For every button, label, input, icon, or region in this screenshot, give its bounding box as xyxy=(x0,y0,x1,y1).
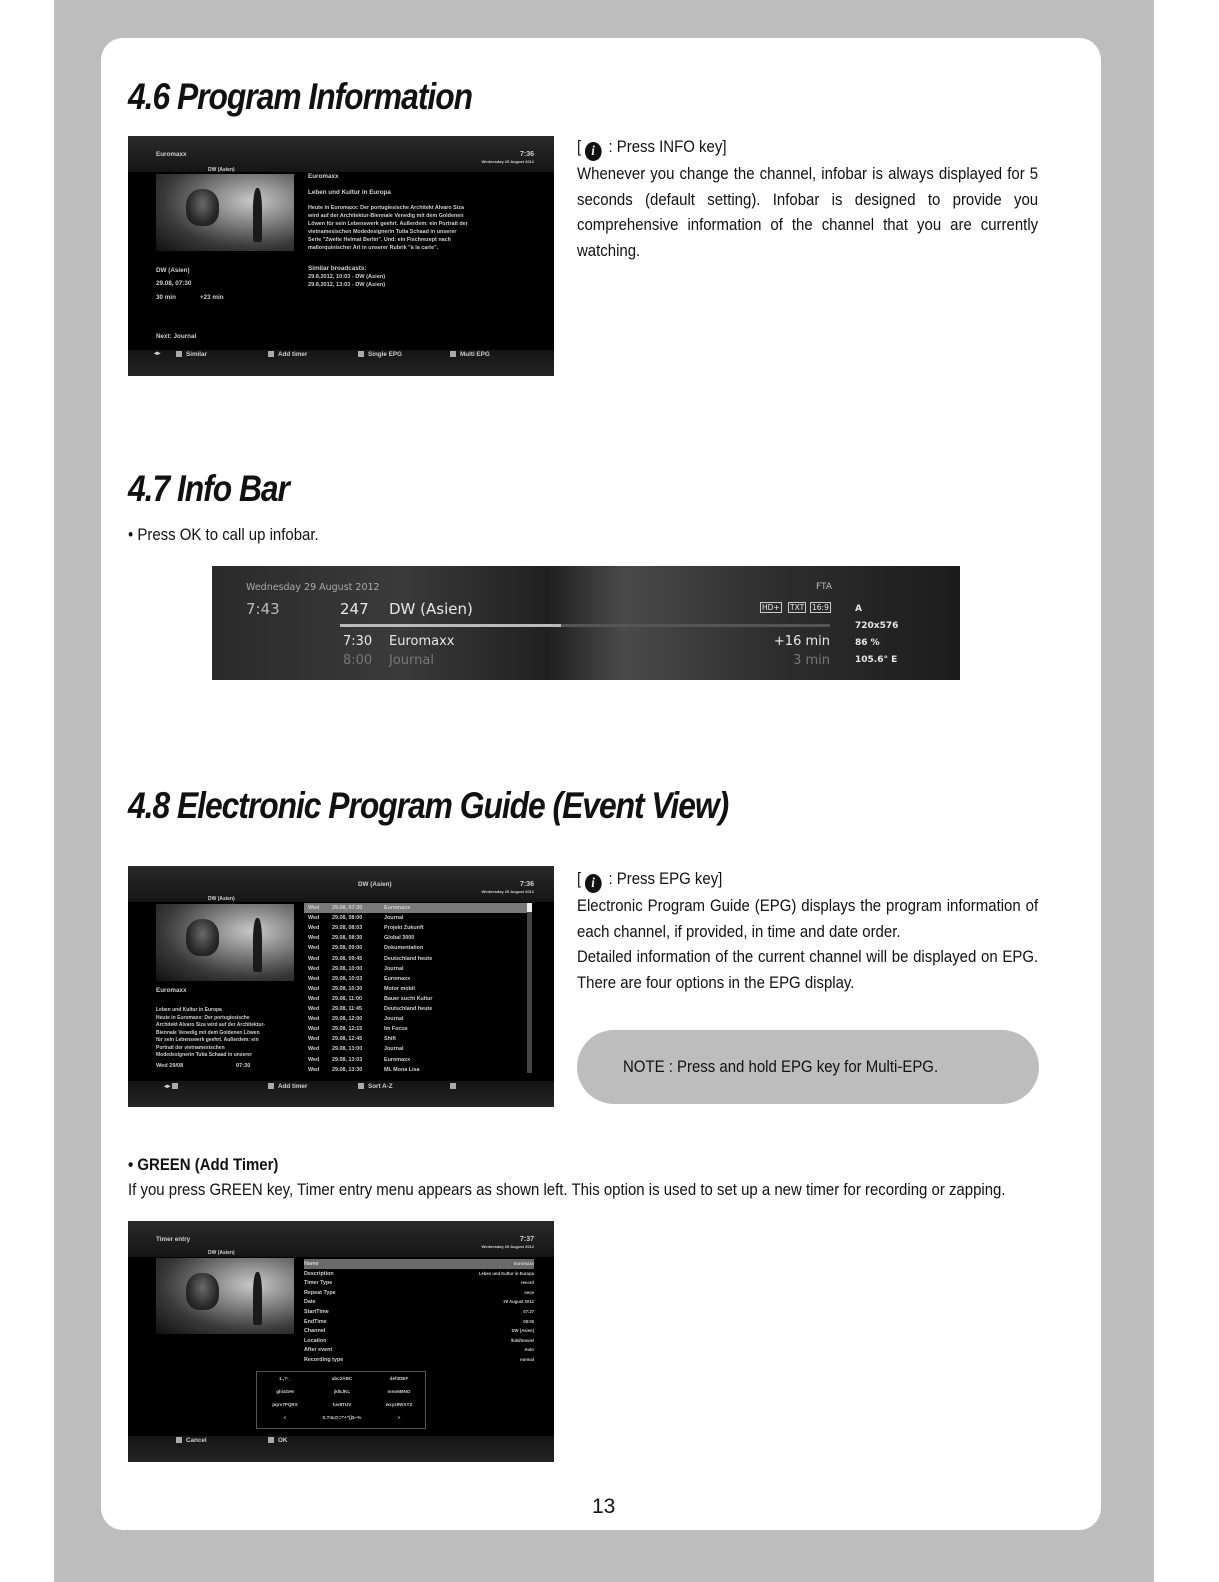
row-day: Wed xyxy=(308,1046,320,1053)
footer-single-epg[interactable]: Single EPG xyxy=(358,351,402,358)
footer-multi-epg[interactable]: Multi EPG xyxy=(450,351,490,358)
arrows-icon: ◂▸ xyxy=(154,350,161,357)
epg-row[interactable] xyxy=(304,1014,530,1024)
screen-date: Wednesday 29 August 2012 xyxy=(481,1244,534,1249)
video-preview xyxy=(156,1258,294,1334)
pic-label: DW (Asien) xyxy=(208,896,235,902)
info-key-icon: i xyxy=(585,874,602,893)
green-description: If you press GREEN key, Timer entry menu appears as shown left. This option is used to set up a new timer for recording or zapping. xyxy=(128,1180,1006,1199)
txt-badge-icon: TXT xyxy=(790,603,805,612)
program-info-screen xyxy=(128,136,554,376)
section-46-text xyxy=(577,134,1038,263)
description-line: Heute in Euromaxx: Der portugiesische xyxy=(156,1014,250,1021)
next-remaining: 3 min xyxy=(793,653,830,668)
row-datetime: 29.08, 09:45 xyxy=(332,955,363,962)
row-title: Journal xyxy=(384,1046,404,1053)
section-48-description-1: Electronic Program Guide (EPG) displays the program information of each channel, if provided, in time and date order. xyxy=(577,896,1039,941)
scrollbar-thumb[interactable] xyxy=(527,903,532,912)
timer-field-row[interactable] xyxy=(304,1278,534,1288)
next-title: Journal xyxy=(389,653,434,668)
row-title: Motor mobil xyxy=(384,985,415,992)
field-value: Euromaxx xyxy=(513,1261,534,1266)
red-key-icon xyxy=(176,1437,182,1443)
now-remaining: +16 min xyxy=(773,634,830,649)
footer-cancel[interactable]: Cancel xyxy=(176,1437,207,1444)
description-line: Löwen für sein Lebenswerk geehrt. Außerdem: ein Portrait der xyxy=(308,221,468,227)
bracket: [ xyxy=(577,137,582,156)
row-day: Wed xyxy=(308,945,320,952)
screen-header-left: Timer entry xyxy=(156,1236,191,1243)
section-46-title: 4.6 Program Information xyxy=(128,76,473,117)
timer-field-row[interactable] xyxy=(304,1297,534,1307)
video-preview xyxy=(156,904,294,981)
description-line: vietnamesischen Modedesignerin Tutia Schaad in unserer xyxy=(308,229,457,235)
infobar-date: Wednesday 29 August 2012 xyxy=(246,582,380,593)
infobar-channel-number: 247 xyxy=(340,600,369,618)
description-line: wird auf der Architektur-Biennale Venedig mit dem Goldenen xyxy=(308,213,464,219)
row-day: Wed xyxy=(308,955,320,962)
red-key-icon xyxy=(176,351,182,357)
field-value: DW (Asien) xyxy=(511,1328,534,1334)
row-day: Wed xyxy=(308,985,320,992)
field-value: Leben und Kultur in Europa xyxy=(478,1270,534,1276)
field-label: Date xyxy=(304,1299,316,1306)
row-title: Global 3000 xyxy=(384,935,415,942)
infobar-fta: FTA xyxy=(816,582,832,592)
blue-key-icon xyxy=(450,351,456,357)
section-48-text xyxy=(577,866,1038,995)
section-48-title: 4.8 Electronic Program Guide (Event View) xyxy=(128,785,729,826)
epg-row[interactable] xyxy=(304,943,530,953)
keyboard-key[interactable]: > xyxy=(397,1415,401,1420)
footer-blue[interactable] xyxy=(450,1083,460,1090)
epg-row[interactable] xyxy=(304,974,530,984)
row-title: Journal xyxy=(384,965,404,972)
infobar xyxy=(212,566,960,680)
epg-row[interactable] xyxy=(304,1024,530,1034)
info-key-icon: i xyxy=(585,142,602,161)
row-day: Wed xyxy=(308,905,320,911)
field-label: Repeat Type xyxy=(304,1289,336,1296)
next-time: 8:00 xyxy=(343,653,373,668)
screen-header-center: DW (Asien) xyxy=(358,881,392,888)
description-line: Serie "Zwelte Helmat Berlin". Und: ein Fischrezept nach xyxy=(308,237,451,243)
hd-badge-icon: HD+ xyxy=(762,603,780,612)
field-value: Auto xyxy=(524,1347,534,1353)
epg-row[interactable] xyxy=(304,954,530,964)
row-title: Deutschland heute xyxy=(384,955,433,962)
epg-row[interactable] xyxy=(304,933,530,943)
keyboard-key[interactable]: pqrs7PQRS xyxy=(272,1402,298,1407)
signal-strength: 86 % xyxy=(855,638,880,648)
field-value: normal xyxy=(520,1357,534,1362)
row-day: Wed xyxy=(308,1006,320,1012)
duration: 30 min xyxy=(156,294,176,301)
row-datetime: 29.08, 11:45 xyxy=(332,1006,362,1012)
row-datetime: 29.08, 08:30 xyxy=(332,935,363,942)
row-datetime: 29.08, 10:00 xyxy=(332,965,363,972)
row-datetime: 29.08, 11:00 xyxy=(332,995,362,1002)
program-title: Euromaxx xyxy=(308,173,339,180)
row-datetime: 29.08, 09:00 xyxy=(332,945,363,952)
keyboard-key[interactable]: jkl5JKL xyxy=(333,1389,351,1394)
epg-row[interactable] xyxy=(304,984,530,994)
timer-field-row[interactable] xyxy=(304,1317,534,1327)
screen-header xyxy=(128,1221,554,1257)
field-label: Timer Type xyxy=(304,1280,333,1287)
footer-add-timer[interactable]: Add timer xyxy=(268,351,307,358)
row-datetime: 29.08, 08:00 xyxy=(332,915,363,922)
infobar-progress-track xyxy=(340,624,830,627)
epg-row[interactable] xyxy=(304,903,530,913)
date-time: 29.08, 07:30 xyxy=(156,280,192,287)
row-day: Wed xyxy=(308,995,320,1002)
program-title: Euromaxx xyxy=(156,987,187,994)
epg-row[interactable] xyxy=(304,923,530,933)
footer-add-timer[interactable]: Add timer xyxy=(268,1083,307,1090)
row-datetime: 29.08, 13:30 xyxy=(332,1066,363,1073)
screen-time: 7:36 xyxy=(519,151,534,158)
program-subtitle: Leben und Kultur in Europa xyxy=(308,189,391,196)
bottom-time: 07:30 xyxy=(236,1063,251,1069)
footer-similar[interactable]: Similar xyxy=(176,351,207,358)
row-day: Wed xyxy=(308,965,320,972)
row-day: Wed xyxy=(308,1066,320,1073)
timer-field-row[interactable] xyxy=(304,1307,534,1317)
field-label: Description xyxy=(304,1270,334,1277)
row-title: Euromaxx xyxy=(384,975,411,982)
note-text: NOTE : Press and hold EPG key for Multi-EPG. xyxy=(623,1057,939,1076)
field-label: Name xyxy=(304,1261,319,1267)
row-datetime: 29.08, 12:00 xyxy=(332,1016,363,1023)
timer-field-row[interactable] xyxy=(304,1355,534,1365)
info-key-hint: : Press INFO key] xyxy=(608,137,727,156)
next-program: Next: Journal xyxy=(156,333,197,340)
keyboard-key[interactable]: def3DEF xyxy=(389,1376,409,1381)
row-datetime: 29.08, 13:03 xyxy=(332,1056,363,1063)
epg-row[interactable] xyxy=(304,913,530,923)
description-line: Portrait der vietnamesischen xyxy=(156,1044,225,1051)
row-title: Journal xyxy=(384,915,404,922)
yellow-key-icon xyxy=(358,351,364,357)
epg-row[interactable] xyxy=(304,1004,530,1014)
pic-label: DW (Asien) xyxy=(208,1250,235,1256)
field-label: Location xyxy=(304,1337,327,1344)
row-datetime: 29.08, 12:15 xyxy=(332,1026,363,1033)
row-datetime: 29.08, 12:45 xyxy=(332,1036,363,1043)
description-line: Architekt Alvaro Siza wird auf der Architektur- xyxy=(156,1022,266,1028)
epg-screen xyxy=(128,866,554,1107)
timer-field-row[interactable] xyxy=(304,1326,534,1336)
row-day: Wed xyxy=(308,1016,320,1023)
green-key-icon xyxy=(268,351,274,357)
field-label: Channel xyxy=(304,1328,326,1335)
row-title: Journal xyxy=(384,1016,404,1023)
infobar-channel-name: DW (Asien) xyxy=(389,600,473,618)
audio-indicator: A xyxy=(855,604,862,614)
aspect-badge-icon: 16:9 xyxy=(812,603,829,612)
satellite-position: 105.6° E xyxy=(855,655,898,665)
arrows-icon: ◂▸ xyxy=(164,1083,182,1090)
similar-1: 29.8.2012, 10:03 - DW (Asien) xyxy=(308,274,386,280)
screen-date: Wednesday 29 August 2012 xyxy=(481,889,534,894)
keyboard-key[interactable]: tuv8TUV xyxy=(332,1402,352,1407)
section-47-bullet: • Press OK to call up infobar. xyxy=(128,525,319,544)
row-title: Shift xyxy=(384,1036,396,1043)
field-value: 29 August 2012 xyxy=(503,1299,534,1305)
keyboard-key[interactable]: < xyxy=(283,1415,287,1420)
section-48-description-2: Detailed information of the current channel will be displayed on EPG. There are four options in the EPG display. xyxy=(577,947,1039,992)
screen-time: 7:36 xyxy=(519,881,534,888)
row-title: Im Focus xyxy=(384,1026,408,1033)
row-datetime: 29.08, 08:03 xyxy=(332,925,363,932)
row-datetime: 29.08, 07:30 xyxy=(332,905,363,911)
resolution: 720x576 xyxy=(855,621,899,631)
screen-date: Wednesday 29 August 2012 xyxy=(481,159,534,164)
screen-header-left: Euromaxx xyxy=(156,151,187,158)
page-number: 13 xyxy=(592,1495,616,1518)
timer-field-row[interactable] xyxy=(304,1259,534,1269)
row-day: Wed xyxy=(308,935,320,942)
epg-row[interactable] xyxy=(304,1055,530,1065)
timer-entry-screen xyxy=(128,1221,554,1462)
timer-field-row[interactable] xyxy=(304,1288,534,1298)
yellow-key-icon xyxy=(358,1083,364,1089)
now-time: 7:30 xyxy=(343,634,373,649)
green-key-icon xyxy=(268,1437,274,1443)
section-46-description: Whenever you change the channel, infobar is always displayed for 5 seconds (default setting). Infobar is designed to provide you comprehensive information of the channel that you are currently watching. xyxy=(577,164,1039,260)
row-title: Euromaxx xyxy=(384,905,411,911)
row-day: Wed xyxy=(308,925,320,932)
keyboard-key[interactable]: mno6MNO xyxy=(387,1389,411,1394)
row-title: Bauer sucht Kultur xyxy=(384,995,433,1002)
row-title: ML Mona Lisa xyxy=(384,1066,420,1073)
row-title: Dokumentation xyxy=(384,945,424,952)
epg-key-hint: : Press EPG key] xyxy=(608,869,723,888)
row-datetime: 29.08, 10:03 xyxy=(332,975,363,982)
keyboard-key[interactable]: ghi4GHI xyxy=(276,1389,294,1394)
epg-row[interactable] xyxy=(304,1044,530,1054)
description-line: Heute in Euromaxx: Der portugiesische Architekt Alvaro Siza xyxy=(308,205,464,211)
row-title: Projekt Zukunft xyxy=(384,925,424,932)
timer-field-row[interactable] xyxy=(304,1345,534,1355)
description-line: für sein Lebenswerk geehrt. Außerdem: ein xyxy=(156,1037,259,1043)
epg-row[interactable] xyxy=(304,1034,530,1044)
description-line: Modedesignerin Tutia Schaad in unserer xyxy=(156,1052,253,1058)
footer-sort[interactable]: Sort A-Z xyxy=(358,1083,393,1090)
screen-header xyxy=(128,136,554,172)
row-datetime: 29.08, 10:30 xyxy=(332,985,363,992)
video-preview xyxy=(156,174,294,251)
channel: DW (Asien) xyxy=(156,267,190,274)
epg-scrollbar[interactable] xyxy=(527,903,532,1073)
description-line: Biennale Venedig mit dem Goldenen Löwen xyxy=(156,1029,260,1036)
field-value: once xyxy=(524,1289,534,1295)
bracket: [ xyxy=(577,869,582,888)
row-title: Euromaxx xyxy=(384,1056,411,1063)
epg-row[interactable] xyxy=(304,1065,530,1075)
infobar-clock: 7:43 xyxy=(246,600,280,618)
row-day: Wed xyxy=(308,975,320,982)
row-day: Wed xyxy=(308,915,320,922)
similar-title: Similar broadcasts: xyxy=(308,265,367,272)
epg-row[interactable] xyxy=(304,994,530,1004)
pic-label: DW (Asien) xyxy=(208,167,235,173)
field-value: 08:05 xyxy=(523,1318,534,1324)
epg-row[interactable] xyxy=(304,964,530,974)
row-day: Wed xyxy=(308,1036,320,1043)
keyboard-key[interactable]: abc2ABC xyxy=(331,1376,353,1381)
footer-ok[interactable]: OK xyxy=(268,1437,287,1444)
virtual-keyboard[interactable] xyxy=(256,1371,426,1429)
row-datetime: 29.08, 13:00 xyxy=(332,1046,363,1053)
similar-2: 29.8.2012, 13:03 - DW (Asien) xyxy=(308,282,386,288)
description-line: mallorquinischer Art in unserer Rubrik "à la carte". xyxy=(308,245,439,251)
row-title: Deutschland heute xyxy=(384,1006,433,1012)
screen-header xyxy=(128,866,554,902)
section-47-title: 4.7 Info Bar xyxy=(128,468,289,509)
green-key-icon xyxy=(268,1083,274,1089)
field-value: /hdd/movie/ xyxy=(510,1337,534,1343)
note-box xyxy=(577,1030,1039,1104)
timer-field-row[interactable] xyxy=(304,1336,534,1346)
description-line: Leben und Kultur in Europa xyxy=(156,1007,222,1013)
row-day: Wed xyxy=(308,1056,320,1063)
timer-field-row[interactable] xyxy=(304,1269,534,1279)
field-label: After event xyxy=(304,1347,333,1354)
keyboard-key[interactable]: wxyz9WXYZ xyxy=(385,1402,413,1407)
infobar-progress-fill xyxy=(340,624,561,627)
remaining: +23 min xyxy=(200,294,224,301)
field-value: 07:27 xyxy=(523,1309,534,1314)
field-label: StartTime xyxy=(304,1309,329,1315)
field-label: Recording type xyxy=(304,1357,344,1363)
bottom-date: Wed 29/08 xyxy=(156,1063,184,1069)
field-value: record xyxy=(520,1280,534,1286)
screen-footer xyxy=(128,1081,554,1107)
now-title: Euromaxx xyxy=(389,634,455,649)
green-heading: • GREEN (Add Timer) xyxy=(128,1155,279,1174)
blue-key-icon xyxy=(450,1083,456,1089)
keyboard-key[interactable]: 0,?!&@=*'+"()$~% xyxy=(322,1415,362,1420)
row-day: Wed xyxy=(308,1026,320,1033)
keyboard-key[interactable]: 1.,?-_ xyxy=(279,1376,291,1381)
field-label: EndTime xyxy=(304,1318,327,1325)
screen-time: 7:37 xyxy=(519,1236,534,1243)
